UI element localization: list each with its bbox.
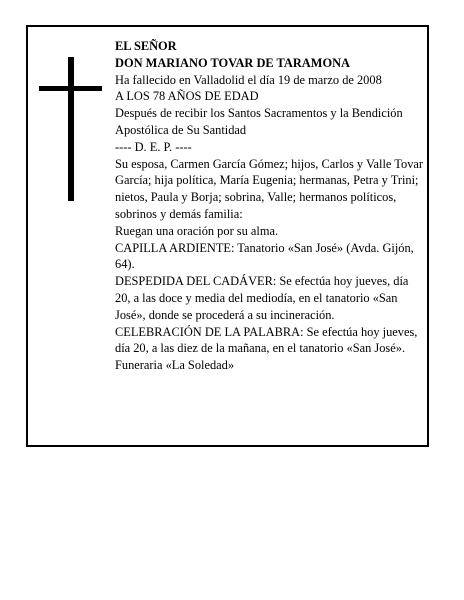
deceased-name: DON MARIANO TOVAR DE TARAMONA <box>115 55 350 70</box>
cross-vertical-bar <box>68 57 74 201</box>
rip-line: ---- D. E. P. ---- <box>115 139 192 154</box>
prayer-request: Ruegan una oración por su alma. <box>115 223 279 238</box>
celebration-info: CELEBRACIÓN DE LA PALABRA: Se efectúa hoy jueves, día 20, a las diez de la mañana, en el tanatorio «San José». <box>115 324 418 356</box>
family-list: Su esposa, Carmen García Gómez; hijos, Carlos y Valle Tovar García; hija política, María Eugenia; hermanas, Petra y Trini; nietos, Paula y Borja; sobrina, Valle; hermanos políticos, sobrinos y demás familia: <box>115 156 424 221</box>
notice-text <box>115 38 424 374</box>
death-statement: Ha fallecido en Valladolid el día 19 de marzo de 2008 <box>115 72 382 87</box>
notice-title: EL SEÑOR <box>115 39 177 53</box>
obituary-notice <box>26 25 429 447</box>
funeral-home: Funeraria «La Soledad» <box>115 358 235 373</box>
cross-horizontal-bar <box>39 86 102 91</box>
farewell-info: DESPEDIDA DEL CADÁVER: Se efectúa hoy jueves, día 20, a las doce y media del mediodía, en el tanatorio «San José», donde se procederá a su incineración. <box>115 274 409 322</box>
chapel-info: CAPILLA ARDIENTE: Tanatorio «San José» (Avda. Gijón, 64). <box>115 240 414 272</box>
sacraments-statement: Después de recibir los Santos Sacramentos y la Bendición Apostólica de Su Santidad <box>115 106 403 137</box>
age-statement: A LOS 78 AÑOS DE EDAD <box>115 89 259 104</box>
